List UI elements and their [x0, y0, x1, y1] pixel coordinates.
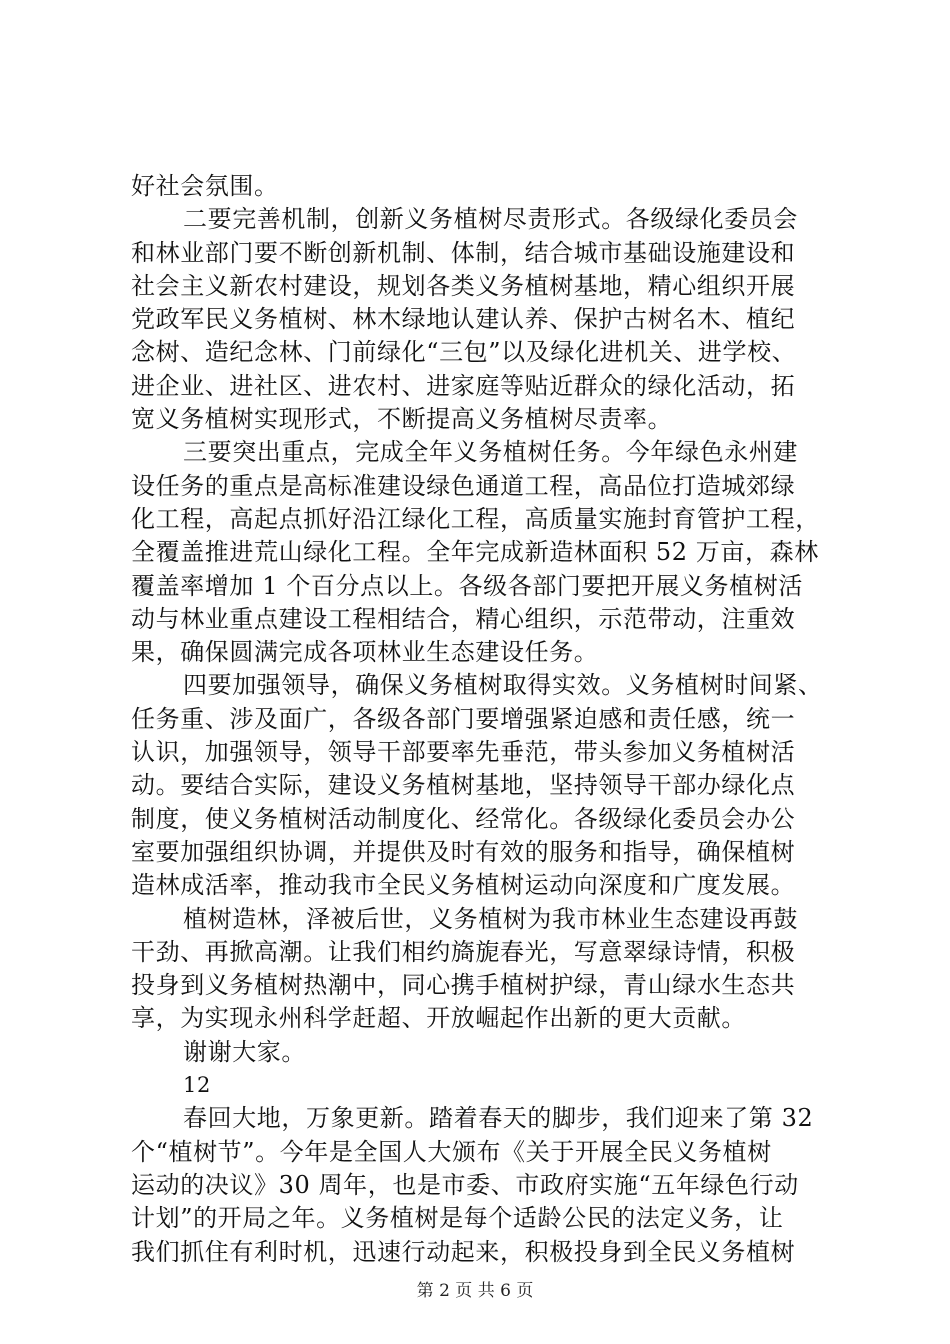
text-line: 个“植树节”。今年是全国人大颁布《关于开展全民义务植树	[131, 1137, 772, 1166]
text-line: 干劲、再掀高潮。让我们相约旖旎春光，写意翠绿诗情，积极	[131, 937, 796, 966]
text-line: 党政军民义务植树、林木绿地认建认养、保护古树名木、植纪	[131, 305, 796, 334]
text-line: 和林业部门要不断创新机制、体制，结合城市基础设施建设和	[131, 238, 796, 267]
text-line: 植树造林，泽被后世，义务植树为我市林业生态建设再鼓	[183, 904, 798, 933]
text-line: 化工程，高起点抓好沿江绿化工程，高质量实施封育管护工程，	[131, 504, 820, 533]
inline-page-number: 12	[183, 1073, 211, 1098]
text-line: 二要完善机制，创新义务植树尽责形式。各级绿化委员会	[183, 205, 798, 234]
text-line: 进企业、进社区、进农村、进家庭等贴近群众的绿化活动，拓	[131, 371, 796, 400]
text-line: 动。要结合实际，建设义务植树基地，坚持领导干部办绿化点	[131, 771, 796, 800]
text-line: 念树、造纪念林、门前绿化“三包”以及绿化进机关、进学校、	[131, 338, 797, 367]
text-line: 三要突出重点，完成全年义务植树任务。今年绿色永州建	[183, 438, 798, 467]
text-line: 春回大地，万象更新。踏着春天的脚步，我们迎来了第 32	[183, 1104, 814, 1133]
text-line: 室要加强组织协调，并提供及时有效的服务和指导，确保植树	[131, 837, 796, 866]
document-body	[131, 170, 851, 1269]
text-line: 享，为实现永州科学赶超、开放崛起作出新的更大贡献。	[131, 1004, 746, 1033]
text-line: 运动的决议》30 周年，也是市委、市政府实施“五年绿色行动	[131, 1170, 799, 1199]
text-line: 动与林业重点建设工程相结合，精心组织，示范带动，注重效	[131, 604, 796, 633]
text-line: 宽义务植树实现形式，不断提高义务植树尽责率。	[131, 405, 673, 434]
text-line: 投身到义务植树热潮中，同心携手植树护绿，青山绿水生态共	[131, 971, 796, 1000]
text-line: 计划”的开局之年。义务植树是每个适龄公民的法定义务，让	[131, 1204, 784, 1233]
page-footer: 第 2 页 共 6 页	[416, 1281, 534, 1301]
text-line: 果，确保圆满完成各项林业生态建设任务。	[131, 638, 599, 667]
text-line: 覆盖率增加 1 个百分点以上。各级各部门要把开展义务植树活	[131, 571, 803, 600]
text-line: 制度，使义务植树活动制度化、经常化。各级绿化委员会办公	[131, 804, 796, 833]
text-line: 我们抓住有利时机，迅速行动起来，积极投身到全民义务植树	[131, 1237, 796, 1266]
text-line: 认识，加强领导，领导干部要率先垂范，带头参加义务植树活	[131, 738, 796, 767]
text-line: 好社会氛围。	[131, 172, 279, 200]
text-line: 四要加强领导，确保义务植树取得实效。义务植树时间紧、	[183, 671, 823, 700]
text-line: 全覆盖推进荒山绿化工程。全年完成新造林面积 52 万亩，森林	[131, 538, 819, 567]
text-line: 社会主义新农村建设，规划各类义务植树基地，精心组织开展	[131, 271, 796, 300]
text-line: 谢谢大家。	[183, 1037, 306, 1066]
text-line: 任务重、涉及面广，各级各部门要增强紧迫感和责任感，统一	[131, 704, 796, 733]
text-line: 设任务的重点是高标准建设绿色通道工程，高品位打造城郊绿	[131, 471, 796, 500]
text-line: 造林成活率，推动我市全民义务植树运动向深度和广度发展。	[131, 871, 796, 900]
